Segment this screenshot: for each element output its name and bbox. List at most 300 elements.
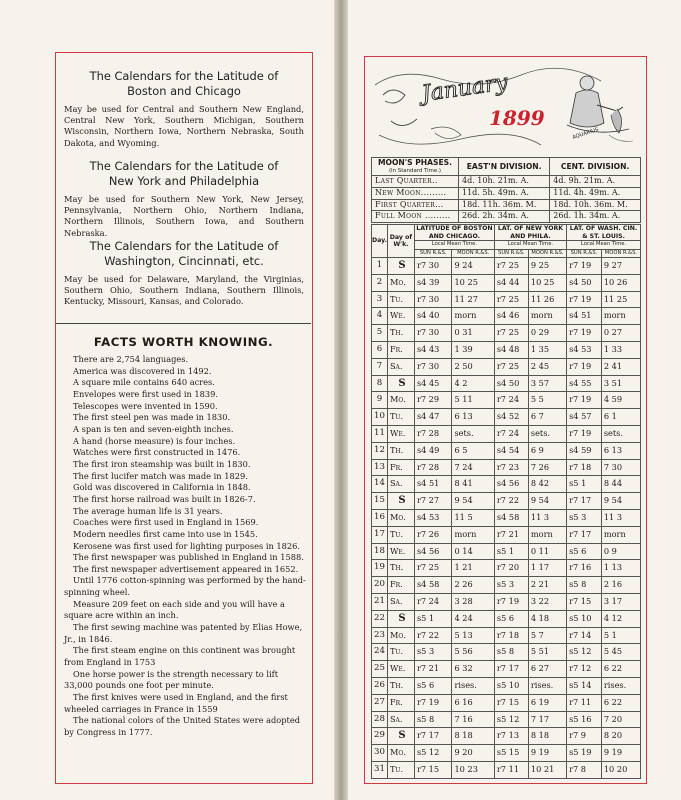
ny-moon-cell: 7 17 (528, 711, 566, 728)
wash-moon-cell: 1 33 (601, 341, 640, 358)
weekday-cell: Mo. (387, 627, 414, 644)
day-number-cell: 29 (372, 728, 388, 745)
weekday-cell: We. (387, 661, 414, 678)
ny-sun-cell: s4 50 (494, 375, 528, 392)
wash-sun-cell: r7 19 (567, 258, 602, 275)
wash-moon-cell: 3 51 (601, 375, 640, 392)
weekday-cell: Tu. (387, 526, 414, 543)
day-number-cell: 2 (372, 274, 388, 291)
wash-moon-cell: 10 20 (601, 761, 640, 778)
ny-sun-cell: s4 54 (494, 442, 528, 459)
day-number-cell: 28 (372, 711, 388, 728)
boston-moon-cell: 10 23 (452, 761, 494, 778)
boston-moon-cell: 9 24 (452, 258, 494, 275)
moon-phase-row (372, 211, 641, 223)
wash-moon-cell: 9 27 (601, 258, 640, 275)
wash-moon-cell: 0 27 (601, 325, 640, 342)
fact-item: The national colors of the United States were adopted by Congress in 1777. (64, 715, 300, 737)
ny-sun-cell: s5 8 (494, 644, 528, 661)
ny-moon-cell: sets. (528, 425, 566, 442)
boston-moon-cell: 1 21 (452, 560, 494, 577)
wash-moon-cell: 5 1 (601, 627, 640, 644)
boston-sun-cell: s4 47 (414, 409, 452, 426)
boston-moon-cell: morn (452, 308, 494, 325)
day-row (372, 745, 641, 762)
fact-item: America was discovered in 1492. (73, 365, 212, 376)
ny-sun-cell: s5 12 (494, 711, 528, 728)
moon-phase-cent: 26d. 1h. 34m. A. (550, 211, 641, 223)
boston-moon-cell: 8 41 (452, 476, 494, 493)
weekday-cell: Tu. (387, 409, 414, 426)
title-line: Washington, Cincinnati, etc. (104, 254, 264, 268)
fact-item: Measure 209 feet on each side and you will have a square acre within an inch. (64, 598, 285, 621)
daily-almanac-table (371, 224, 641, 779)
boston-moon-cell: 6 13 (452, 409, 494, 426)
ny-moon-cell: 6 19 (528, 694, 566, 711)
moon-phase-cent: 18d. 10h. 36m. M. (550, 199, 641, 211)
day-row (372, 728, 641, 745)
wash-sun-cell: s4 50 (567, 274, 602, 291)
wash-moon-cell: 6 13 (601, 442, 640, 459)
local-mean-time-label: Local Mean Time. (494, 241, 566, 250)
weekday-cell: Tu. (387, 291, 414, 308)
weekday-cell: Fr. (387, 459, 414, 476)
day-row (372, 308, 641, 325)
fact-item: One horse power is the strength necessary to lift 33,000 pounds one foot per minute. (64, 668, 279, 691)
wash-sun-cell: s4 59 (567, 442, 602, 459)
wash-sun-cell: r7 19 (567, 291, 602, 308)
day-number-cell: 8 (372, 375, 388, 392)
title-line: The Calendars for the Latitude of (89, 159, 279, 173)
boston-moon-cell: 0 31 (452, 325, 494, 342)
boston-moon-cell: 2 26 (452, 577, 494, 594)
facts-title: FACTS WORTH KNOWING. (93, 335, 274, 349)
fact-item: The first newspaper advertisement appeared in 1652. (73, 563, 299, 574)
moon-phase-row (372, 199, 641, 211)
wash-moon-cell: 6 22 (601, 661, 640, 678)
ny-sun-cell: s5 10 (494, 677, 528, 694)
boston-sun-cell: r7 17 (414, 728, 452, 745)
boston-sun-cell: r7 22 (414, 627, 452, 644)
fact-item: Kerosene was first used for lighting purposes in 1826. (73, 540, 301, 551)
day-row (372, 258, 641, 275)
sun-header: SUN R.&S. (567, 249, 602, 258)
right-page-frame (364, 56, 647, 784)
weekday-cell: S (387, 375, 414, 392)
aquarius-figure (567, 76, 633, 141)
wash-moon-cell: 4 12 (601, 610, 640, 627)
boston-sun-cell: r7 28 (414, 459, 452, 476)
ny-moon-cell: 3 57 (528, 375, 566, 392)
fact-item: The first horse railroad was built in 1826-7. (73, 493, 256, 504)
weekday-cell: S (387, 258, 414, 275)
ny-moon-cell: rises. (528, 677, 566, 694)
day-row (372, 291, 641, 308)
fact-item: There are 2,754 languages. (73, 354, 189, 364)
weekday-cell: We. (387, 308, 414, 325)
day-number-cell: 17 (372, 526, 388, 543)
day-row (372, 459, 641, 476)
wash-moon-cell: 1 13 (601, 560, 640, 577)
wash-moon-cell: sets. (601, 425, 640, 442)
ny-sun-cell: r7 21 (494, 526, 528, 543)
day-number-cell: 12 (372, 442, 388, 459)
day-number-cell: 6 (372, 341, 388, 358)
boston-moon-cell: 11 5 (452, 509, 494, 526)
ny-moon-cell: 11 26 (528, 291, 566, 308)
boston-sun-cell: r7 27 (414, 493, 452, 510)
weekday-cell: Mo. (387, 509, 414, 526)
boston-moon-cell: 4 2 (452, 375, 494, 392)
calendar-note-title (64, 159, 304, 189)
boston-sun-cell: s5 8 (414, 711, 452, 728)
fact-item: Envelopes were first used in 1839. (73, 388, 219, 399)
wash-sun-cell: s4 51 (567, 308, 602, 325)
fact-item: Telescopes were invented in 1590. (73, 400, 218, 411)
weekday-cell: Th. (387, 560, 414, 577)
fact-item: Modern needles first came into use in 1545. (73, 528, 258, 539)
calendar-note-washington (64, 239, 304, 308)
boston-sun-cell: r7 24 (414, 593, 452, 610)
weekday-cell: S (387, 610, 414, 627)
wash-moon-cell: 8 44 (601, 476, 640, 493)
day-row (372, 560, 641, 577)
wash-sun-cell: s4 53 (567, 341, 602, 358)
moon-phase-east: 11d. 5h. 49m. A. (459, 187, 550, 199)
boston-sun-cell: s4 51 (414, 476, 452, 493)
east-division-header: EAST'N DIVISION. (459, 158, 550, 176)
day-number-cell: 1 (372, 258, 388, 275)
boston-moon-cell: sets. (452, 425, 494, 442)
ny-moon-cell: 2 21 (528, 577, 566, 594)
day-row (372, 644, 641, 661)
ny-sun-cell: r7 22 (494, 493, 528, 510)
ny-sun-cell: r7 25 (494, 325, 528, 342)
boston-sun-cell: s4 45 (414, 375, 452, 392)
boston-moon-cell: 5 13 (452, 627, 494, 644)
boston-moon-cell: 5 56 (452, 644, 494, 661)
wash-sun-cell: r7 16 (567, 560, 602, 577)
day-row (372, 358, 641, 375)
day-number-cell: 13 (372, 459, 388, 476)
day-number-cell: 9 (372, 392, 388, 409)
fact-item: The first steel pen was made in 1830. (73, 412, 231, 423)
ny-sun-cell: r7 17 (494, 661, 528, 678)
boston-sun-cell: s4 53 (414, 509, 452, 526)
moon-header: MOON R.&S. (528, 249, 566, 258)
fact-item: A span is ten and seven-eighth inches. (73, 423, 234, 434)
fact-item: A square mile contains 640 acres. (73, 377, 215, 388)
wash-sun-cell: r7 19 (567, 325, 602, 342)
ny-moon-cell: morn (528, 308, 566, 325)
weekday-column-header: Day of W'k. (387, 225, 414, 258)
calendar-note-title (64, 69, 304, 99)
wash-sun-cell: s5 6 (567, 543, 602, 560)
boston-sun-cell: r7 26 (414, 526, 452, 543)
weekday-cell: Sa. (387, 593, 414, 610)
day-number-cell: 19 (372, 560, 388, 577)
boston-moon-cell: 6 32 (452, 661, 494, 678)
sun-header: SUN R.&S. (414, 249, 452, 258)
moon-phase-row (372, 187, 641, 199)
day-number-cell: 10 (372, 409, 388, 426)
boston-sun-cell: r7 25 (414, 560, 452, 577)
ny-moon-cell: 2 45 (528, 358, 566, 375)
wash-sun-cell: r7 18 (567, 459, 602, 476)
wash-sun-cell: r7 11 (567, 694, 602, 711)
weekday-cell: We. (387, 425, 414, 442)
wash-sun-cell: s4 57 (567, 409, 602, 426)
header-text: MOON'S PHASES. (377, 158, 453, 167)
wash-moon-cell: 0 9 (601, 543, 640, 560)
ny-moon-cell: 8 18 (528, 728, 566, 745)
ny-moon-cell: morn (528, 526, 566, 543)
day-row (372, 661, 641, 678)
wash-sun-cell: r7 8 (567, 761, 602, 778)
wash-moon-cell: 11 25 (601, 291, 640, 308)
weekday-cell: Fr. (387, 577, 414, 594)
ny-sun-cell: r7 13 (494, 728, 528, 745)
moon-phase-name: First Quarter... (372, 199, 459, 211)
wash-moon-cell: 6 1 (601, 409, 640, 426)
ny-sun-cell: r7 25 (494, 291, 528, 308)
boston-moon-cell: morn (452, 526, 494, 543)
weekday-cell: S (387, 728, 414, 745)
ny-sun-cell: r7 25 (494, 258, 528, 275)
day-row (372, 442, 641, 459)
wash-sun-cell: r7 15 (567, 593, 602, 610)
boston-moon-cell: 7 16 (452, 711, 494, 728)
day-row (372, 509, 641, 526)
boston-sun-cell: r7 28 (414, 425, 452, 442)
moon-phase-east: 18d. 11h. 36m. M. (459, 199, 550, 211)
day-row (372, 325, 641, 342)
calendar-note-title (64, 239, 304, 269)
day-number-cell: 20 (372, 577, 388, 594)
moon-phases-table (371, 157, 641, 223)
title-line: The Calendars for the Latitude of (89, 239, 279, 253)
ny-sun-cell: r7 15 (494, 694, 528, 711)
wash-sun-cell: r7 19 (567, 358, 602, 375)
ny-sun-cell: s4 48 (494, 341, 528, 358)
moon-phase-row (372, 176, 641, 188)
day-row (372, 392, 641, 409)
day-number-cell: 16 (372, 509, 388, 526)
wash-moon-cell: 7 20 (601, 711, 640, 728)
moon-phases-body (372, 176, 641, 223)
moon-phase-cent: 11d. 4h. 49m. A. (550, 187, 641, 199)
day-number-cell: 24 (372, 644, 388, 661)
wash-moon-cell: 7 30 (601, 459, 640, 476)
day-number-cell: 15 (372, 493, 388, 510)
right-page (348, 0, 681, 800)
boston-sun-cell: s5 12 (414, 745, 452, 762)
weekday-cell: Th. (387, 325, 414, 342)
ny-moon-cell: 0 29 (528, 325, 566, 342)
wash-moon-cell: 11 3 (601, 509, 640, 526)
ny-sun-cell: s4 44 (494, 274, 528, 291)
title-line: Boston and Chicago (127, 84, 241, 98)
ny-moon-cell: 5 7 (528, 627, 566, 644)
wash-moon-cell: 8 20 (601, 728, 640, 745)
day-row (372, 677, 641, 694)
ny-sun-cell: r7 23 (494, 459, 528, 476)
ny-moon-cell: 4 18 (528, 610, 566, 627)
day-row (372, 526, 641, 543)
moon-header: MOON R.&S. (452, 249, 494, 258)
boston-moon-cell: 11 27 (452, 291, 494, 308)
moon-phase-name: New Moon......... (372, 187, 459, 199)
weekday-cell: Th. (387, 442, 414, 459)
weekday-cell: Tu. (387, 644, 414, 661)
day-row (372, 577, 641, 594)
boston-sun-cell: s5 3 (414, 644, 452, 661)
ny-moon-cell: 9 25 (528, 258, 566, 275)
wash-sun-cell: s5 16 (567, 711, 602, 728)
day-row (372, 610, 641, 627)
boston-sun-cell: s4 39 (414, 274, 452, 291)
wash-moon-cell: 5 45 (601, 644, 640, 661)
weekday-cell: Th. (387, 677, 414, 694)
boston-sun-cell: s4 49 (414, 442, 452, 459)
boston-moon-cell: 9 20 (452, 745, 494, 762)
calendar-note-description: May be used for Southern New York, New Jersey, Pennsylvania, Northern Ohio, Northern Indiana, Northern Illinois, Southern Iowa, and Southern Nebraska. (64, 194, 304, 238)
fact-item: The first steam engine on this continent was brought from England in 1753 (64, 645, 296, 668)
boston-moon-cell: 5 11 (452, 392, 494, 409)
ny-moon-cell: 11 3 (528, 509, 566, 526)
boston-sun-cell: r7 29 (414, 392, 452, 409)
boston-sun-cell: r7 30 (414, 291, 452, 308)
moon-phase-cent: 4d. 9h. 21m. A. (550, 176, 641, 188)
wash-sun-cell: s5 14 (567, 677, 602, 694)
almanac-table-body (372, 258, 641, 779)
ny-moon-cell: 9 19 (528, 745, 566, 762)
boston-moon-cell: 7 24 (452, 459, 494, 476)
zodiac-label: AQUARIUS (571, 126, 600, 141)
boston-latitude-header: LATITUDE OF BOSTON AND CHICAGO. (416, 225, 493, 240)
day-row (372, 711, 641, 728)
local-mean-time-label: Local Mean Time. (414, 241, 494, 250)
washington-latitude-header: LAT. OF WASH. CIN. & ST. LOUIS. (567, 225, 641, 241)
boston-sun-cell: r7 30 (414, 325, 452, 342)
boston-moon-cell: 1 39 (452, 341, 494, 358)
ny-moon-cell: 5 51 (528, 644, 566, 661)
weekday-cell: Fr. (387, 341, 414, 358)
moon-phase-east: 4d. 10h. 21m. A. (459, 176, 550, 188)
wash-moon-cell: morn (601, 308, 640, 325)
boston-sun-cell: s4 58 (414, 577, 452, 594)
phases-header-cell (372, 158, 459, 176)
day-number-cell: 5 (372, 325, 388, 342)
boston-sun-cell: s5 6 (414, 677, 452, 694)
day-row (372, 375, 641, 392)
day-number-cell: 7 (372, 358, 388, 375)
ny-moon-cell: 1 35 (528, 341, 566, 358)
weekday-cell: Mo. (387, 274, 414, 291)
weekday-cell: Sa. (387, 358, 414, 375)
calendar-note-boston (64, 69, 304, 149)
wash-sun-cell: r7 14 (567, 627, 602, 644)
fact-item: Until 1776 cotton-spinning was performed by the hand-spinning wheel. (64, 575, 306, 598)
day-row (372, 694, 641, 711)
wash-moon-cell: 4 59 (601, 392, 640, 409)
ny-moon-cell: 10 25 (528, 274, 566, 291)
wash-sun-cell: r7 17 (567, 526, 602, 543)
day-number-cell: 27 (372, 694, 388, 711)
month-title: January (420, 70, 510, 107)
section-divider (56, 323, 311, 324)
day-row (372, 493, 641, 510)
day-number-cell: 22 (372, 610, 388, 627)
day-number-cell: 4 (372, 308, 388, 325)
ny-moon-cell: 9 54 (528, 493, 566, 510)
header-subtext: (In Standard Time.) (388, 168, 442, 174)
title-line: The Calendars for the Latitude of (89, 69, 279, 83)
wash-sun-cell: r7 19 (567, 392, 602, 409)
boston-sun-cell: r7 30 (414, 258, 452, 275)
fact-item: Watches were first constructed in 1476. (73, 447, 241, 458)
day-number-cell: 3 (372, 291, 388, 308)
fact-item: Coaches were first used in England in 1569. (73, 517, 259, 528)
moon-phase-name: Full Moon ......... (372, 211, 459, 223)
left-page-frame (55, 52, 313, 784)
day-row (372, 409, 641, 426)
ny-sun-cell: s4 52 (494, 409, 528, 426)
wash-sun-cell: r7 9 (567, 728, 602, 745)
wash-moon-cell: 9 54 (601, 493, 640, 510)
ny-moon-cell: 1 17 (528, 560, 566, 577)
boston-sun-cell: r7 19 (414, 694, 452, 711)
wash-moon-cell: morn (601, 526, 640, 543)
almanac-table-header (372, 225, 641, 258)
new-york-latitude-header: LAT. OF NEW YORK AND PHILA. (494, 225, 566, 241)
wash-moon-cell: 3 17 (601, 593, 640, 610)
boston-sun-cell: r7 21 (414, 661, 452, 678)
ny-sun-cell: r7 24 (494, 392, 528, 409)
boston-sun-cell: s4 56 (414, 543, 452, 560)
boston-moon-cell: 6 5 (452, 442, 494, 459)
day-row (372, 543, 641, 560)
boston-moon-cell: 6 16 (452, 694, 494, 711)
fact-item: The first lucifer match was made in 1829. (73, 470, 248, 481)
day-number-cell: 18 (372, 543, 388, 560)
moon-header: MOON R.&S. (601, 249, 640, 258)
ny-sun-cell: r7 19 (494, 593, 528, 610)
wash-moon-cell: 2 41 (601, 358, 640, 375)
boston-sun-cell: s5 1 (414, 610, 452, 627)
boston-sun-cell: r7 15 (414, 761, 452, 778)
wash-moon-cell: 6 22 (601, 694, 640, 711)
boston-sun-cell: s4 43 (414, 341, 452, 358)
local-mean-time-label: Local Mean Time. (567, 241, 641, 250)
day-number-cell: 30 (372, 745, 388, 762)
wash-sun-cell: s5 8 (567, 577, 602, 594)
left-page (0, 0, 334, 800)
ny-moon-cell: 5 5 (528, 392, 566, 409)
ny-moon-cell: 8 42 (528, 476, 566, 493)
ny-sun-cell: s5 15 (494, 745, 528, 762)
ny-sun-cell: r7 25 (494, 358, 528, 375)
boston-moon-cell: rises. (452, 677, 494, 694)
wash-sun-cell: r7 17 (567, 493, 602, 510)
wash-moon-cell: 9 19 (601, 745, 640, 762)
ny-moon-cell: 6 27 (528, 661, 566, 678)
boston-moon-cell: 4 24 (452, 610, 494, 627)
ny-sun-cell: r7 24 (494, 425, 528, 442)
fact-item: The average human life is 31 years. (73, 505, 223, 516)
moon-phases-header (372, 158, 641, 176)
fact-item: The first knives were used in England, and the first wheeled carriages in France in 1559 (64, 692, 288, 714)
